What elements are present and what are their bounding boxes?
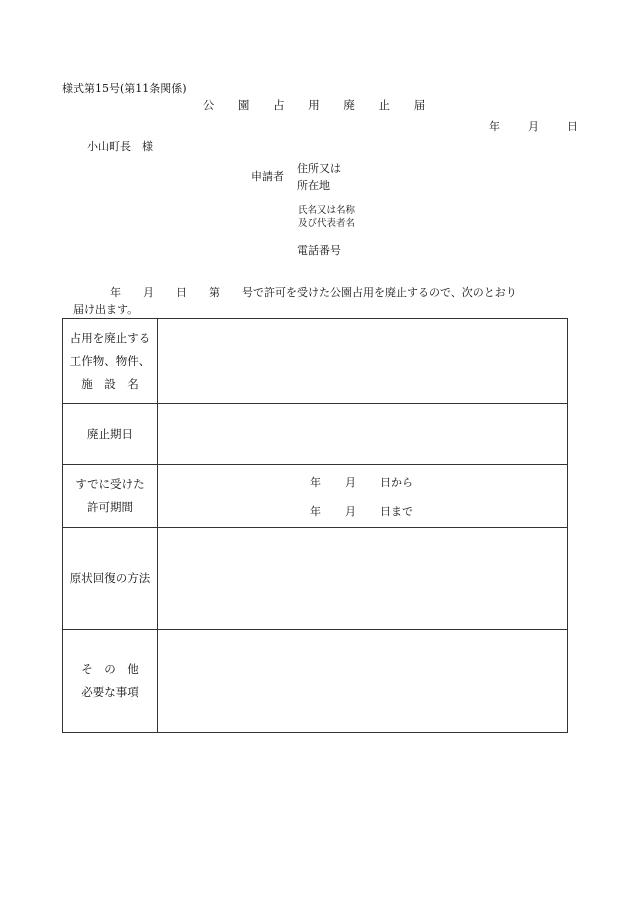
recipient: 小山町長 様 [87,140,153,153]
address-label-line2: 所在地 [297,179,330,192]
form-table [62,318,568,733]
facility-name-field[interactable] [158,319,568,404]
table-row [63,404,568,465]
name-label-line1: 氏名又は名称 [298,205,356,216]
permit-period-from: 年 月 日から [310,476,413,489]
address-label-line1: 住所又は [297,162,341,175]
facility-name-label: 占用を廃止する 工作物、物件、 施 設 名 [63,319,158,404]
applicant-label: 申請者 [251,170,284,183]
submission-date [489,118,578,134]
other-matters-field[interactable] [158,630,568,733]
statement-line2: 届け出ます。 [73,303,139,316]
table-row [63,630,568,733]
statement-line1: 年 月 日 第 号で許可を受けた公園占用を廃止するので、次のとおり [110,286,517,299]
form-number: 様式第15号(第11条関係) [62,82,187,95]
other-matters-label: そ の 他 必要な事項 [63,630,158,733]
name-label-line2: 及び代表者名 [298,218,356,229]
phone-label: 電話番号 [297,244,341,257]
permit-period-field[interactable] [158,465,568,528]
date-month: 月 [528,120,539,133]
table-row [63,465,568,528]
abolition-date-field[interactable] [158,404,568,465]
form-title: 公 園 占 用 廃 止 届 [202,98,436,112]
date-year: 年 [489,120,500,133]
table-row [63,528,568,630]
abolition-date-label: 廃止期日 [63,404,158,465]
date-day: 日 [567,120,578,133]
permit-period-to: 年 月 日まで [310,505,413,518]
table-row [63,319,568,404]
restoration-method-field[interactable] [158,528,568,630]
restoration-method-label: 原状回復の方法 [63,528,158,630]
permit-period-label: すでに受けた 許可期間 [63,465,158,528]
